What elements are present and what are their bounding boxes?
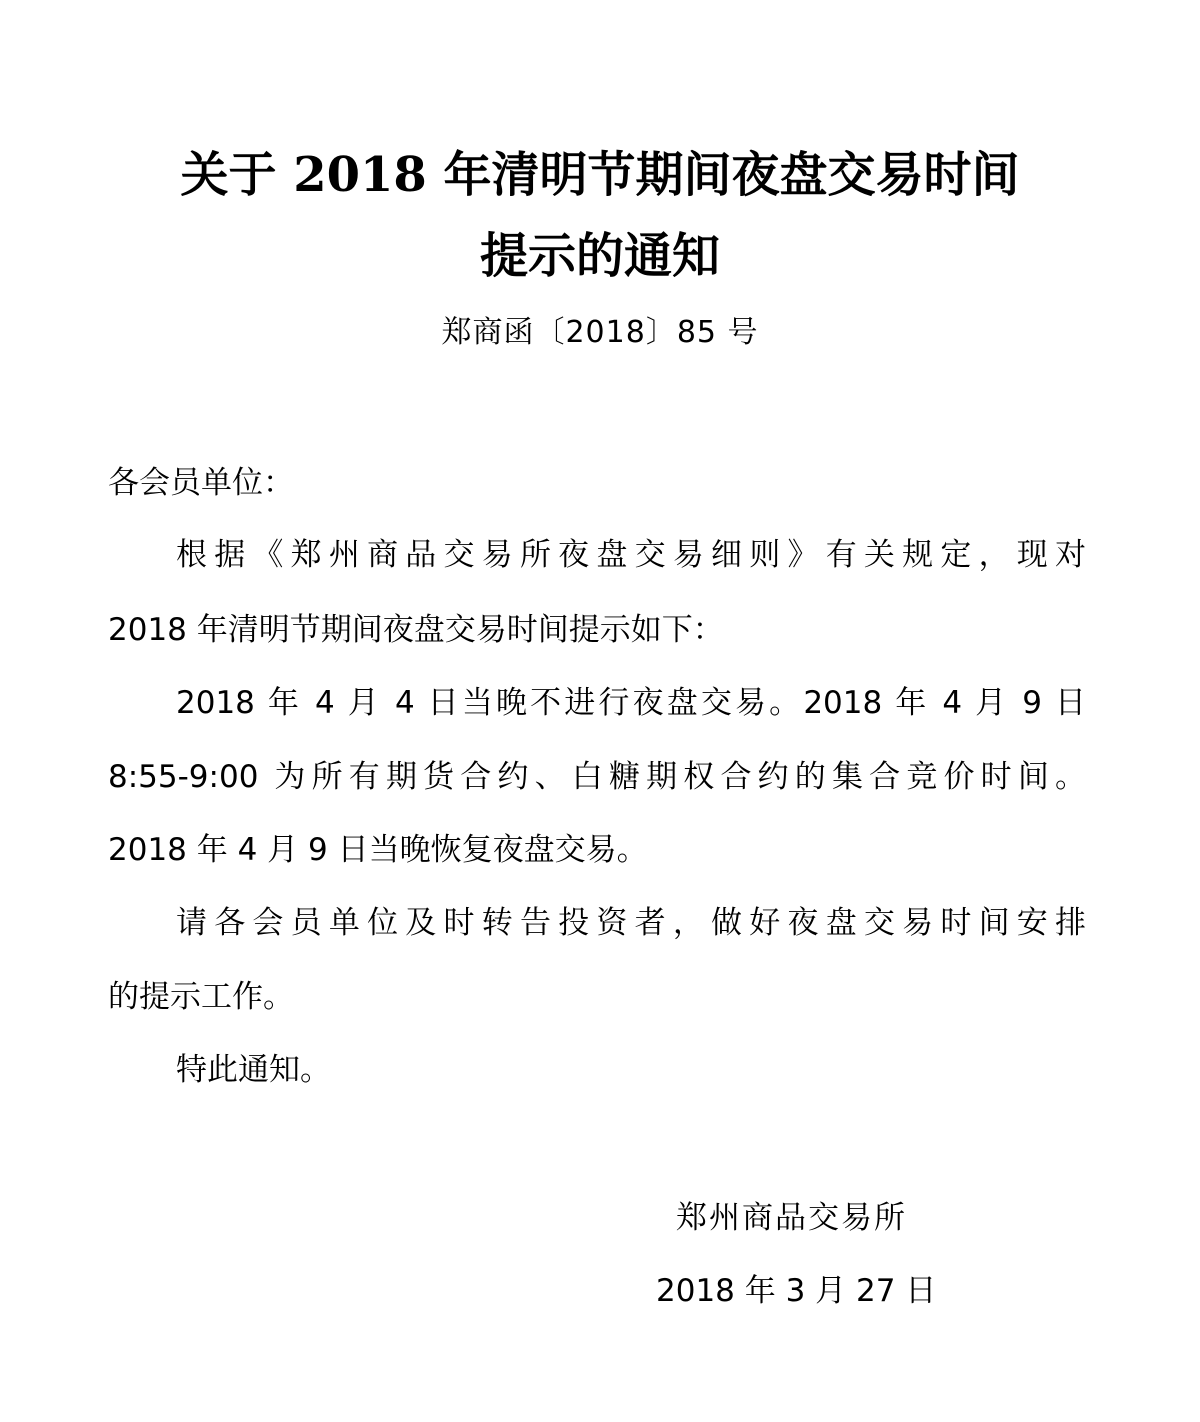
body-line: 的提示工作。: [108, 979, 294, 1015]
signature: 郑州商品交易所: [676, 1200, 907, 1236]
salutation: 各会员单位：: [108, 465, 294, 501]
document-title-line-1: 关于 2018 年清明节期间夜盘交易时间: [180, 147, 1020, 203]
body-line: 2018 年 4 月 9 日当晚恢复夜盘交易。: [108, 832, 648, 868]
body-line: 8:55-9:00 为所有期货合约、白糖期权合约的集合竞价时间。: [108, 759, 1086, 795]
body-line: 根据《郑州商品交易所夜盘交易细则》有关规定，现对: [176, 537, 1086, 573]
document-title-line-2: 提示的通知: [479, 228, 720, 284]
body-line: 2018 年 4 月 4 日当晚不进行夜盘交易。2018 年 4 月 9 日: [176, 685, 1086, 721]
signature-date: 2018 年 3 月 27 日: [656, 1273, 937, 1309]
body-line: 2018 年清明节期间夜盘交易时间提示如下：: [108, 612, 724, 648]
document-number: 郑商函〔2018〕85 号: [441, 315, 759, 350]
body-line: 请各会员单位及时转告投资者，做好夜盘交易时间安排: [176, 905, 1086, 941]
body-line: 特此通知。: [176, 1052, 331, 1088]
